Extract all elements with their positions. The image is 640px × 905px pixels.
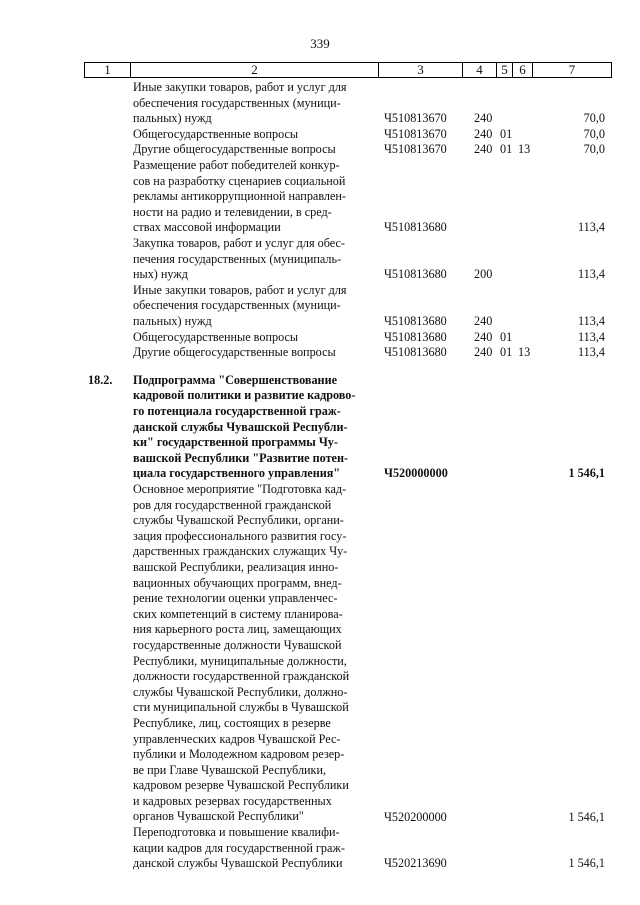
description-line: дарственных гражданских служащих Чу-: [133, 544, 348, 559]
row-col-6: 13: [518, 142, 531, 157]
description-line: ности на радио и телевидении, в сред-: [133, 204, 332, 219]
row-description: [133, 283, 366, 330]
description-line: сов на разработку сценариев социальной: [133, 173, 346, 188]
description-line: Иные закупки товаров, работ и услуг для: [133, 80, 347, 94]
row-description: [133, 236, 366, 283]
header-col-5: 5: [497, 63, 513, 77]
description-line: Республике, лиц, состоящих в резерве: [133, 715, 331, 730]
row-amount: 1 546,1: [568, 856, 605, 871]
row-code: Ч520200000: [384, 809, 447, 824]
description-line: рение технологии оценки управленчес-: [133, 591, 338, 606]
description-line: обеспечения государственных (муници-: [133, 95, 341, 110]
description-line: циала государственного управления": [133, 466, 341, 481]
row-col-4: 240: [474, 142, 493, 157]
row-col-5: 01: [500, 329, 513, 344]
row-code: Ч510813680: [384, 313, 447, 328]
row-col-6: 13: [518, 345, 531, 360]
description-line: ских компетенций в систему планирова-: [133, 606, 343, 621]
row-description: [133, 127, 366, 143]
row-amount: 113,4: [578, 329, 605, 344]
row-code: Ч520000000: [384, 466, 448, 481]
description-line: Общегосударственные вопросы: [133, 329, 299, 344]
row-col-4: 240: [474, 329, 493, 344]
description-line: данской службы Чувашской Республики: [133, 856, 343, 871]
description-line: службы Чувашской Республики, органи-: [133, 513, 344, 528]
description-line: кадровой политики и развитие кадрово-: [133, 388, 356, 403]
row-description: [133, 373, 366, 482]
description-line: ных) нужд: [133, 267, 188, 282]
row-col-5: 01: [500, 142, 513, 157]
row-description: [133, 158, 366, 236]
description-line: органов Чувашской Республики": [133, 809, 304, 824]
header-col-4: 4: [463, 63, 497, 77]
row-code: Ч520213690: [384, 856, 447, 871]
header-col-2: 2: [131, 63, 379, 77]
row-col-4: 240: [474, 345, 493, 360]
description-line: вашской Республики "Развитие потен-: [133, 450, 349, 465]
row-code: Ч510813670: [384, 111, 447, 126]
row-number: 18.2.: [88, 372, 113, 387]
description-line: печения государственных (муниципаль-: [133, 251, 342, 266]
description-line: сти муниципальной службы в Чувашской: [133, 700, 349, 715]
row-description: [133, 825, 366, 872]
description-line: го потенциала государственной граж-: [133, 403, 341, 418]
row-amount: 113,4: [578, 267, 605, 282]
row-col-4: 240: [474, 111, 493, 126]
page-number: 339: [310, 36, 330, 51]
description-line: службы Чувашской Республики, должно-: [133, 684, 348, 699]
row-amount: 113,4: [578, 345, 605, 360]
description-line: Подпрограмма "Совершенствование: [133, 372, 338, 387]
row-amount: 70,0: [583, 142, 605, 157]
description-line: Основное мероприятие "Подготовка кад-: [133, 482, 347, 496]
row-col-4: 240: [474, 313, 493, 328]
row-code: Ч510813680: [384, 345, 447, 360]
description-line: вашской Республики, реализация инно-: [133, 559, 339, 574]
row-code: Ч510813680: [384, 267, 447, 282]
description-line: ки" государственной программы Чу-: [133, 435, 338, 450]
description-line: данской службы Чувашской Республи-: [133, 419, 348, 434]
header-col-3: 3: [379, 63, 463, 77]
description-line: рекламы антикоррупционной направлен-: [133, 189, 346, 204]
description-line: Республики, муниципальные должности,: [133, 653, 347, 668]
description-line: обеспечения государственных (муници-: [133, 298, 341, 313]
description-line: Иные закупки товаров, работ и услуг для: [133, 282, 347, 297]
description-line: Другие общегосударственные вопросы: [133, 142, 336, 157]
row-amount: 70,0: [583, 126, 605, 141]
description-line: пальных) нужд: [133, 313, 212, 328]
row-description: [133, 80, 366, 127]
row-code: Ч510813670: [384, 142, 447, 157]
row-amount: 1 546,1: [568, 809, 605, 824]
table-header: [84, 62, 612, 78]
description-line: ствах массовой информации: [133, 220, 281, 235]
row-code: Ч510813680: [384, 220, 447, 235]
description-line: пальных) нужд: [133, 111, 212, 126]
description-line: Общегосударственные вопросы: [133, 126, 299, 141]
row-code: Ч510813680: [384, 329, 447, 344]
description-line: Размещение работ победителей конкур-: [133, 158, 340, 172]
header-col-1: 1: [85, 63, 131, 77]
description-line: ния карьерного роста лиц, замещающих: [133, 622, 342, 637]
header-col-7: 7: [568, 62, 576, 77]
row-description: [133, 482, 366, 825]
description-line: зация профессионального развития госу-: [133, 528, 347, 543]
description-line: ров для государственной гражданской: [133, 497, 332, 512]
description-line: публики и Молодежном кадровом резер-: [133, 747, 345, 762]
header-col-6: 6: [513, 63, 533, 77]
description-line: ве при Главе Чувашской Республики,: [133, 762, 327, 777]
description-line: и кадровых резервах государственных: [133, 793, 332, 808]
row-col-4: 200: [474, 267, 493, 282]
description-line: управленческих кадров Чувашской Рес-: [133, 731, 341, 746]
row-description: [133, 345, 366, 361]
description-line: Переподготовка и повышение квалифи-: [133, 825, 340, 840]
row-col-5: 01: [500, 345, 513, 360]
row-amount: 1 546,1: [568, 466, 605, 481]
description-line: кации кадров для государственной граж-: [133, 840, 345, 855]
description-line: Закупка товаров, работ и услуг для обес-: [133, 236, 345, 250]
description-line: Другие общегосударственные вопросы: [133, 345, 336, 360]
row-col-4: 240: [474, 126, 493, 141]
description-line: кадровом резерве Чувашской Республики: [133, 778, 349, 793]
description-line: должности государственной гражданской: [133, 669, 350, 684]
row-description: [133, 330, 366, 346]
row-col-5: 01: [500, 126, 513, 141]
row-description: [133, 142, 366, 158]
row-code: Ч510813670: [384, 126, 447, 141]
row-amount: 113,4: [578, 220, 605, 235]
description-line: вационных обучающих программ, внед-: [133, 575, 342, 590]
description-line: государственные должности Чувашской: [133, 637, 342, 652]
row-amount: 113,4: [578, 313, 605, 328]
row-amount: 70,0: [583, 111, 605, 126]
